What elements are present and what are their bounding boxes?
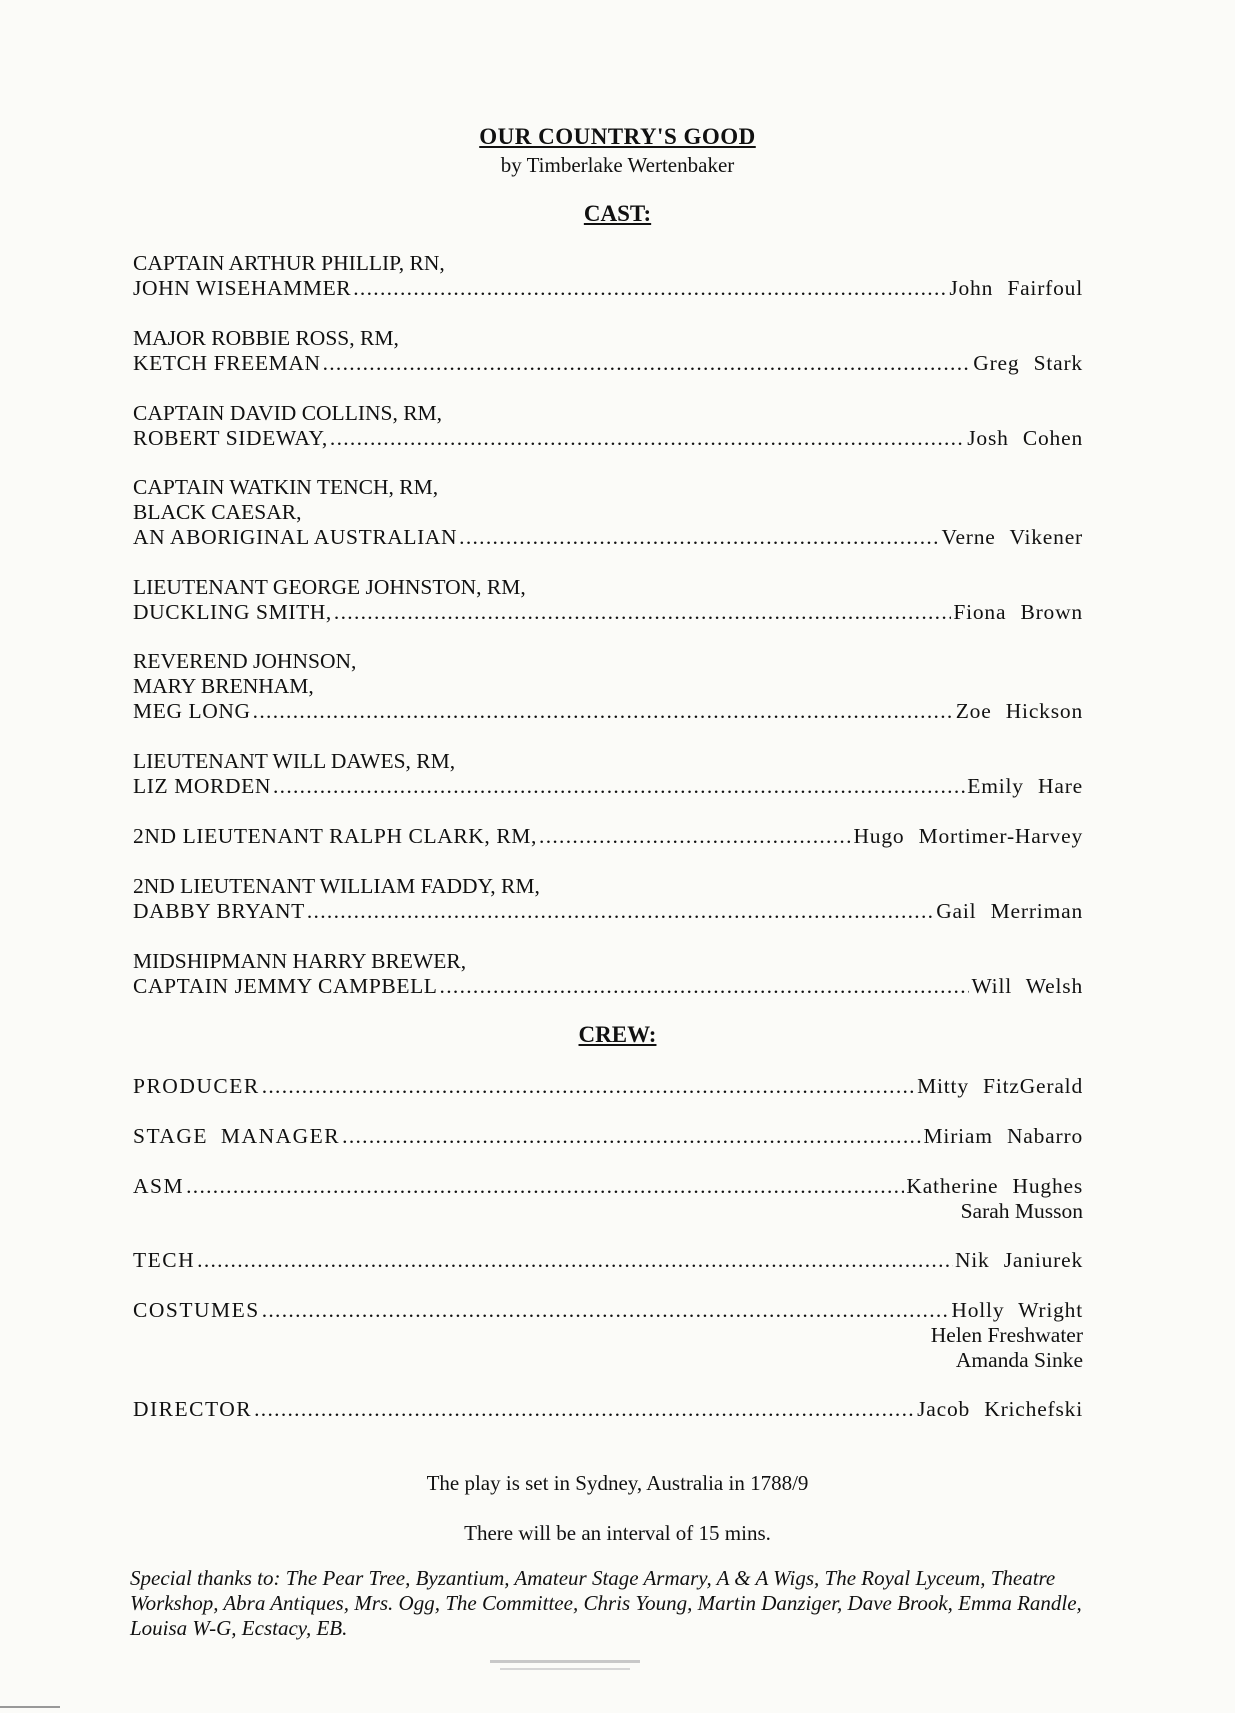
crew-role: COSTUMES	[133, 1298, 260, 1322]
crew-entry	[133, 1074, 1083, 1099]
role-name: MARY BRENHAM,	[133, 674, 314, 698]
role-name: CAPTAIN DAVID COLLINS, RM,	[133, 401, 443, 425]
dot-leader	[539, 824, 851, 849]
actor-name: Greg Stark	[973, 351, 1083, 375]
role-name: AN ABORIGINAL AUSTRALIAN	[133, 525, 458, 549]
actor-name: Will Welsh	[971, 974, 1083, 998]
author-line: by Timberlake Wertenbaker	[500, 153, 735, 177]
scan-smudge	[0, 1706, 60, 1708]
crew-entry	[133, 1248, 1083, 1273]
crew-role: TECH	[133, 1248, 196, 1272]
actor-name: Fiona Brown	[953, 600, 1083, 624]
crew-entry	[133, 1298, 1083, 1373]
cast-entry	[133, 475, 1083, 550]
dot-leader	[459, 525, 939, 550]
crew-entry	[133, 1397, 1083, 1422]
dot-leader	[307, 899, 934, 924]
crew-name: Amanda Sinke	[955, 1348, 1083, 1372]
dot-leader	[254, 1397, 915, 1422]
dot-leader	[353, 276, 947, 301]
role-name: 2ND LIEUTENANT WILLIAM FADDY, RM,	[133, 874, 540, 898]
cast-entry	[133, 251, 1083, 301]
actor-name: Emily Hare	[967, 774, 1083, 798]
cast-entry	[133, 824, 1083, 849]
crew-name: Mitty FitzGerald	[917, 1074, 1083, 1098]
role-name: MEG LONG	[133, 699, 251, 723]
cast-entry	[133, 575, 1083, 625]
dot-leader	[323, 351, 972, 376]
role-name: BLACK CAESAR,	[133, 500, 302, 524]
cast-entry	[133, 749, 1083, 799]
dot-leader	[440, 974, 970, 999]
dot-leader	[334, 600, 951, 625]
crew-role: ASM	[133, 1174, 185, 1198]
scan-smudge	[490, 1660, 640, 1663]
crew-entry	[133, 1124, 1083, 1149]
crew-name: Miriam Nabarro	[923, 1124, 1083, 1148]
dot-leader	[253, 699, 954, 724]
play-title: OUR COUNTRY'S GOOD	[479, 124, 756, 149]
cast-entry	[133, 949, 1083, 999]
role-name: KETCH FREEMAN	[133, 351, 321, 375]
role-name: ROBERT SIDEWAY,	[133, 426, 328, 450]
role-name: CAPTAIN ARTHUR PHILLIP, RN,	[133, 251, 445, 275]
role-name: LIEUTENANT WILL DAWES, RM,	[133, 749, 456, 773]
role-name: CAPTAIN WATKIN TENCH, RM,	[133, 475, 439, 499]
actor-name: Josh Cohen	[967, 426, 1083, 450]
setting-note: The play is set in Sydney, Australia in 1788/9	[426, 1471, 809, 1495]
crew-name: Helen Freshwater	[930, 1323, 1083, 1347]
crew-name: Katherine Hughes	[906, 1174, 1083, 1198]
crew-heading: CREW:	[578, 1022, 657, 1047]
role-name: DUCKLING SMITH,	[133, 600, 332, 624]
cast-entry	[133, 401, 1083, 451]
role-name: MAJOR ROBBIE ROSS, RM,	[133, 326, 399, 350]
dot-leader	[342, 1124, 921, 1149]
role-name: MIDSHIPMANN HARRY BREWER,	[133, 949, 467, 973]
dot-leader	[330, 426, 965, 451]
crew-name: Nik Janiurek	[954, 1248, 1083, 1272]
role-name: LIEUTENANT GEORGE JOHNSTON, RM,	[133, 575, 526, 599]
crew-entry	[133, 1174, 1083, 1224]
cast-entry	[133, 649, 1083, 724]
crew-name: Jacob Krichefski	[917, 1397, 1083, 1421]
crew-role: STAGE MANAGER	[133, 1124, 341, 1148]
role-name: 2ND LIEUTENANT RALPH CLARK, RM,	[133, 824, 538, 848]
actor-name: Verne Vikener	[941, 525, 1083, 549]
role-name: DABBY BRYANT	[133, 899, 305, 923]
dot-leader	[273, 774, 965, 799]
cast-entry	[133, 326, 1083, 376]
cast-entry	[133, 874, 1083, 924]
dot-leader	[262, 1298, 950, 1323]
actor-name: Gail Merriman	[936, 899, 1083, 923]
special-thanks: Special thanks to: The Pear Tree, Byzantium, Amateur Stage Armary, A & A Wigs, The Royal Lyceum, Theatre Workshop, Abra Antiques, Mrs. Ogg, The Committee, Chris Young, Martin Danziger, Dave Brook, Emma Randle, Louisa W-G, Ecstacy, EB.	[130, 1566, 1082, 1640]
crew-name: Sarah Musson	[960, 1199, 1083, 1223]
role-name: LIZ MORDEN	[133, 774, 271, 798]
cast-heading: CAST:	[583, 201, 652, 226]
crew-name: Holly Wright	[951, 1298, 1083, 1322]
role-name: CAPTAIN JEMMY CAMPBELL	[133, 974, 438, 998]
dot-leader	[186, 1174, 904, 1199]
actor-name: Zoe Hickson	[955, 699, 1083, 723]
actor-name: John Fairfoul	[949, 276, 1083, 300]
actor-name: Hugo Mortimer-Harvey	[853, 824, 1083, 848]
role-name: JOHN WISEHAMMER	[133, 276, 352, 300]
dot-leader	[262, 1074, 915, 1099]
crew-role: DIRECTOR	[133, 1397, 253, 1421]
role-name: REVEREND JOHNSON,	[133, 649, 357, 673]
crew-role: PRODUCER	[133, 1074, 260, 1098]
interval-note: There will be an interval of 15 mins.	[464, 1521, 771, 1545]
dot-leader	[197, 1248, 953, 1273]
scan-smudge	[500, 1668, 630, 1670]
